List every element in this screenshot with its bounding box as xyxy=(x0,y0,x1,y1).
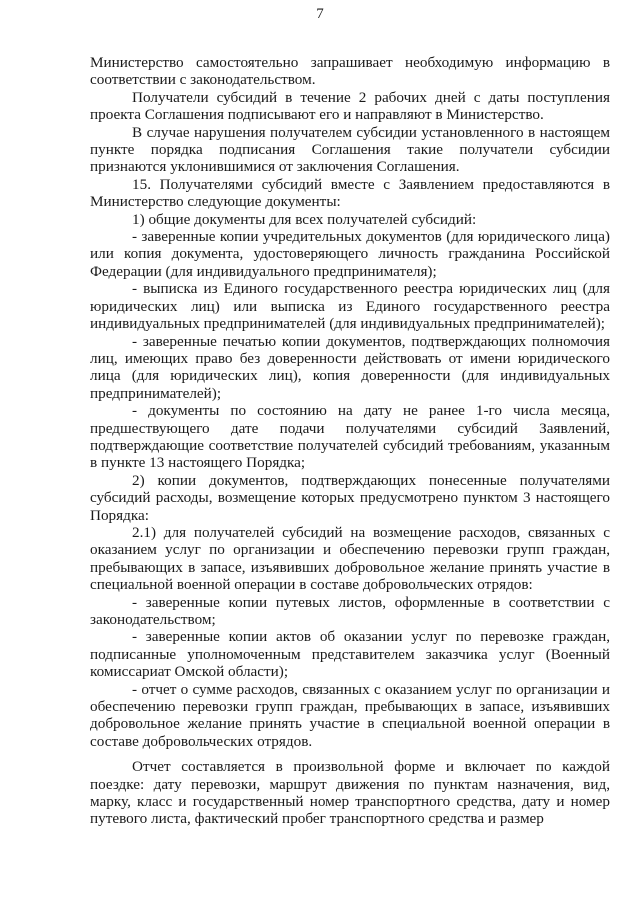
paragraph: - заверенные копии путевых листов, оформленные в соответствии с законодательством; xyxy=(90,593,610,628)
paragraph: 1) общие документы для всех получателей субсидий: xyxy=(132,210,477,228)
paragraph: - заверенные копии актов об оказании услуг по перевозке граждан, подписанные уполномоченным представителем заказчика услуг (Военный комиссариат Омской области); xyxy=(90,628,610,681)
paragraph: 15. Получателями субсидий вместе с Заявлением предоставляются в Министерство следующие документы: xyxy=(90,175,610,211)
paragraph: - выписка из Единого государственного реестра юридических лиц (для юридических лиц) или выписка из Единого государственного реестра индивидуальных предпринимателей (для индивидуальных предпринимателей); xyxy=(90,280,610,333)
page-number: 7 xyxy=(316,6,324,22)
document-body xyxy=(90,54,610,828)
paragraph: 2) копии документов, подтверждающих понесенные получателями субсидий расходы, возмещение которых предусмотрено пунктом 3 настоящего Порядка: xyxy=(90,471,610,524)
paragraph: В случае нарушения получателем субсидии установленного в настоящем пункте порядка подписания Соглашения такие получатели субсидии признаются уклонившимися от заключения Соглашения. xyxy=(90,123,610,176)
paragraph: 2.1) для получателей субсидий на возмещение расходов, связанных с оказанием услуг по организации и обеспечению перевозки групп граждан, пребывающих в запасе, изъявивших добровольное желание принять участие в специальной военной операции в составе добровольческих отрядов: xyxy=(90,523,610,594)
paragraph: Министерство самостоятельно запрашивает необходимую информацию в соответствии с законодательством. xyxy=(90,54,610,89)
paragraph: Получатели субсидий в течение 2 рабочих дней с даты поступления проекта Соглашения подписывают его и направляют в Министерство. xyxy=(90,88,610,124)
paragraph: - заверенные копии учредительных документов (для юридического лица) или копия документа, удостоверяющего личность гражданина Российской Федерации (для индивидуального предпринимателя); xyxy=(90,228,610,280)
paragraph: Отчет составляется в произвольной форме и включает по каждой поездке: дату перевозки, маршрут движения по пунктам назначения, вид, марку, класс и государственный номер транспортного средства, дату и номер путевого листа, фактический пробег транспортного средства и размер xyxy=(90,758,610,828)
paragraph: - документы по состоянию на дату не ранее 1-го числа месяца, предшествующего дате подачи получателями субсидий Заявлений, подтверждающие соответствие получателей субсидий требованиям, указанным в пункте 13 настоящего Порядка; xyxy=(90,402,610,472)
paragraph: - отчет о сумме расходов, связанных с оказанием услуг по организации и обеспечению перевозки групп граждан, пребывающих в запасе, изъявивших добровольное желание принять участие в специальной военной операции в составе добровольческих отрядов. xyxy=(90,680,610,750)
paragraph: - заверенные печатью копии документов, подтверждающих полномочия лиц, имеющих право без доверенности действовать от имени юридического лица (для юридических лиц), копия доверенности (для индивидуальных предпринимателей); xyxy=(90,332,610,402)
